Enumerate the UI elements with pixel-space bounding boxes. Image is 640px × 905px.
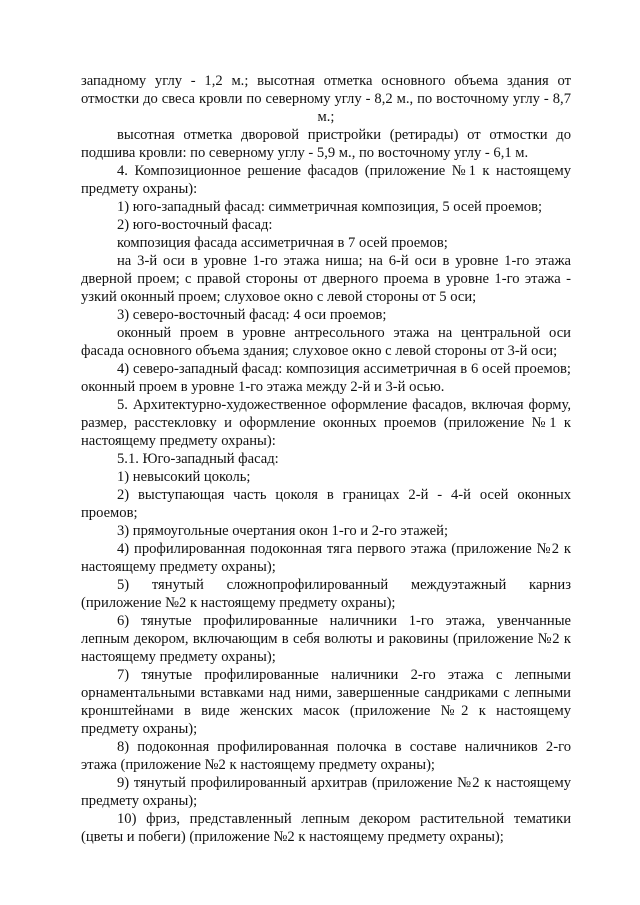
list-item-8: 8) подоконная профилированная полочка в составе наличников 2-го этажа (приложение №2 к настоящему предмету охраны);	[81, 739, 571, 773]
paragraph-section-5-1: 5.1. Юго-западный фасад:	[117, 451, 279, 467]
list-item-2: 2) выступающая часть цоколя в границах 2-й - 4-й осей оконных проемов;	[81, 487, 571, 521]
paragraph-facade-southwest: 1) юго-западный фасад: симметричная композиция, 5 осей проемов;	[117, 199, 543, 215]
list-item-7: 7) тянутые профилированные наличники 2-го этажа с лепными орнаментальными вставками над ними, завершенные сандриками с лепными кронштейнами в виде женских масок (приложение №2 к настоящему предмету охраны);	[81, 667, 571, 737]
document-body	[81, 72, 571, 846]
paragraph-southeast-composition: композиция фасада ассиметричная в 7 осей проемов;	[117, 235, 448, 251]
list-item-6: 6) тянутые профилированные наличники 1-го этажа, увенчанные лепным декором, включающим в себя волюты и раковины (приложение №2 к настоящему предмету охраны);	[81, 613, 571, 665]
list-item-1: 1) невысокий цоколь;	[117, 469, 251, 485]
paragraph-section-5: 5. Архитектурно-художественное оформление фасадов, включая форму, размер, расстекловку и оформление оконных проемов (приложение №1 к настоящему предмету охраны):	[81, 397, 571, 449]
list-item-3: 3) прямоугольные очертания окон 1-го и 2-го этажей;	[117, 523, 448, 539]
paragraph-height-marks-annex: высотная отметка дворовой пристройки (ретирады) от отмостки до подшива кровли: по северному углу - 5,9 м., по восточному углу - 6,1 м.	[81, 127, 571, 161]
list-item-9: 9) тянутый профилированный архитрав (приложение №2 к настоящему предмету охраны);	[81, 775, 571, 809]
paragraph-facade-southeast: 2) юго-восточный фасад:	[117, 217, 273, 233]
paragraph-facade-northeast: 3) северо-восточный фасад: 4 оси проемов;	[117, 307, 387, 323]
paragraph-southeast-openings: на 3-й оси в уровне 1-го этажа ниша; на 6-й оси в уровне 1-го этажа дверной проем; с правой стороны от дверного проема в уровне 1-го этажа - узкий оконный проем; слуховое окно с левой стороны от 5 оси;	[81, 253, 571, 305]
list-item-5: 5) тянутый сложнопрофилированный междуэтажный карниз (приложение №2 к настоящему предмету охраны);	[81, 577, 571, 611]
list-item-4: 4) профилированная подоконная тяга первого этажа (приложение №2 к настоящему предмету охраны);	[81, 541, 571, 575]
paragraph-northeast-openings: оконный проем в уровне антресольного этажа на центральной оси фасада основного объема здания; слуховое окно с левой стороны от 3-й оси;	[81, 325, 571, 359]
paragraph-section-4: 4. Композиционное решение фасадов (приложение №1 к настоящему предмету охраны):	[81, 163, 571, 197]
paragraph-facade-northwest: 4) северо-западный фасад: композиция ассиметричная в 6 осей проемов; оконный проем в уровне 1-го этажа между 2-й и 3-й осью.	[81, 361, 571, 395]
paragraph-height-marks-main: западному углу - 1,2 м.; высотная отметка основного объема здания от отмостки до свеса кровли по северному углу - 8,2 м., по восточному углу - 8,7 м.;	[81, 73, 571, 125]
list-item-10: 10) фриз, представленный лепным декором растительной тематики (цветы и побеги) (приложение №2 к настоящему предмету охраны);	[81, 811, 571, 845]
